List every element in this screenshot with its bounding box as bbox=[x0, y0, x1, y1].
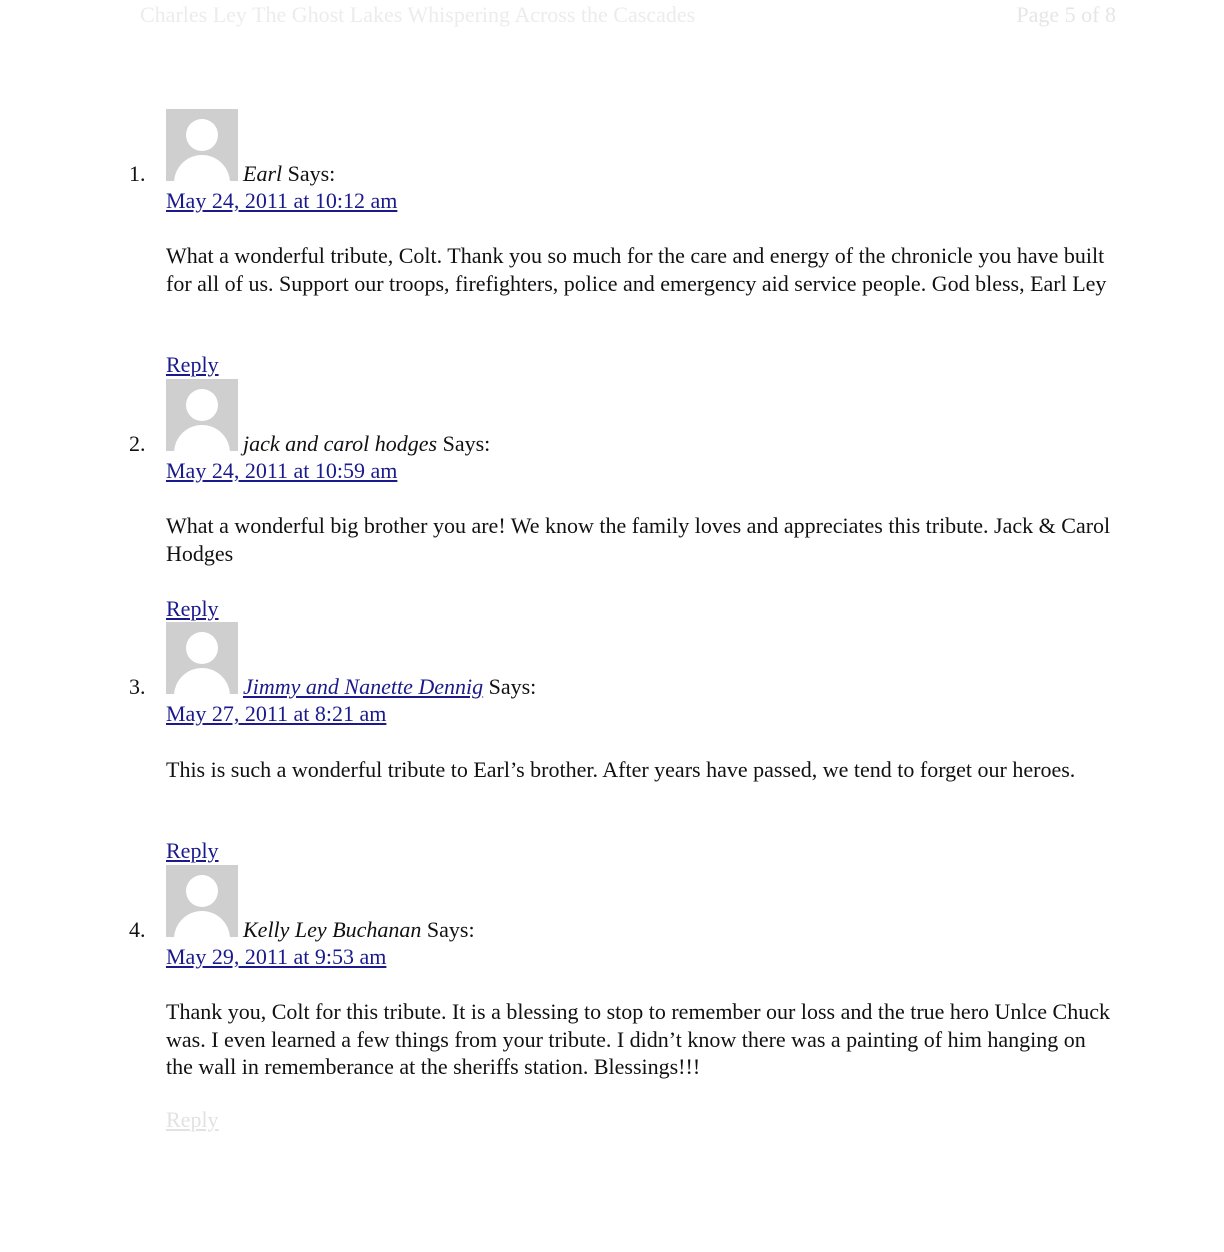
comment-author-line bbox=[243, 917, 475, 943]
comment-text: What a wonderful big brother you are! We know the family loves and appreciates this tribute. Jack & Carol Hodges bbox=[166, 513, 1111, 566]
comment-number: 2. bbox=[129, 431, 146, 456]
says-label: Says: bbox=[483, 674, 537, 699]
avatar-icon bbox=[166, 865, 238, 937]
comment-date-link[interactable]: May 27, 2011 at 8:21 am bbox=[166, 701, 387, 726]
comment-author: Kelly Ley Buchanan bbox=[243, 917, 422, 942]
comment-author-line bbox=[243, 431, 490, 457]
reply-link[interactable]: Reply bbox=[166, 352, 219, 377]
comment-number: 3. bbox=[129, 674, 146, 699]
comment-number: 1. bbox=[129, 161, 146, 186]
comment-date-link[interactable]: May 24, 2011 at 10:59 am bbox=[166, 458, 398, 483]
comment-date-link[interactable]: May 24, 2011 at 10:12 am bbox=[166, 188, 398, 213]
comment-author: Earl bbox=[243, 161, 283, 186]
avatar-icon bbox=[166, 379, 238, 451]
says-label: Says: bbox=[282, 161, 336, 186]
reply-link[interactable]: Reply bbox=[166, 596, 219, 621]
header-title: Charles Ley The Ghost Lakes Whispering Across the Cascades bbox=[140, 2, 696, 27]
avatar-icon bbox=[166, 622, 238, 694]
reply-link[interactable]: Reply bbox=[166, 838, 219, 863]
comment-date-link[interactable]: May 29, 2011 at 9:53 am bbox=[166, 944, 387, 969]
avatar-icon bbox=[166, 109, 238, 181]
comment-text: This is such a wonderful tribute to Earl’s brother. After years have passed, we tend to forget our heroes. bbox=[166, 757, 1076, 782]
comment-author-link[interactable]: Jimmy and Nanette Dennig bbox=[243, 674, 484, 699]
comment-author-line bbox=[243, 674, 536, 700]
comment-text: Thank you, Colt for this tribute. It is a blessing to stop to remember our loss and the true hero Unlce Chuck was. I even learned a few things from your tribute. I didn’t know there was a painting of him hanging on the wall in rememberance at the sheriffs station. Blessings!!! bbox=[166, 999, 1110, 1079]
page-number: Page 5 of 8 bbox=[1016, 2, 1116, 27]
reply-link[interactable]: Reply bbox=[166, 1107, 219, 1132]
comment-author-line bbox=[243, 161, 335, 187]
says-label: Says: bbox=[421, 917, 475, 942]
comment-author: jack and carol hodges bbox=[243, 431, 438, 456]
comment-number: 4. bbox=[129, 917, 146, 942]
comment-text: What a wonderful tribute, Colt. Thank you so much for the care and energy of the chronicle you have built for all of us. Support our troops, firefighters, police and emergency aid service people. God bless, Earl Ley bbox=[166, 243, 1107, 296]
page-header bbox=[0, 0, 1224, 30]
says-label: Says: bbox=[437, 431, 491, 456]
